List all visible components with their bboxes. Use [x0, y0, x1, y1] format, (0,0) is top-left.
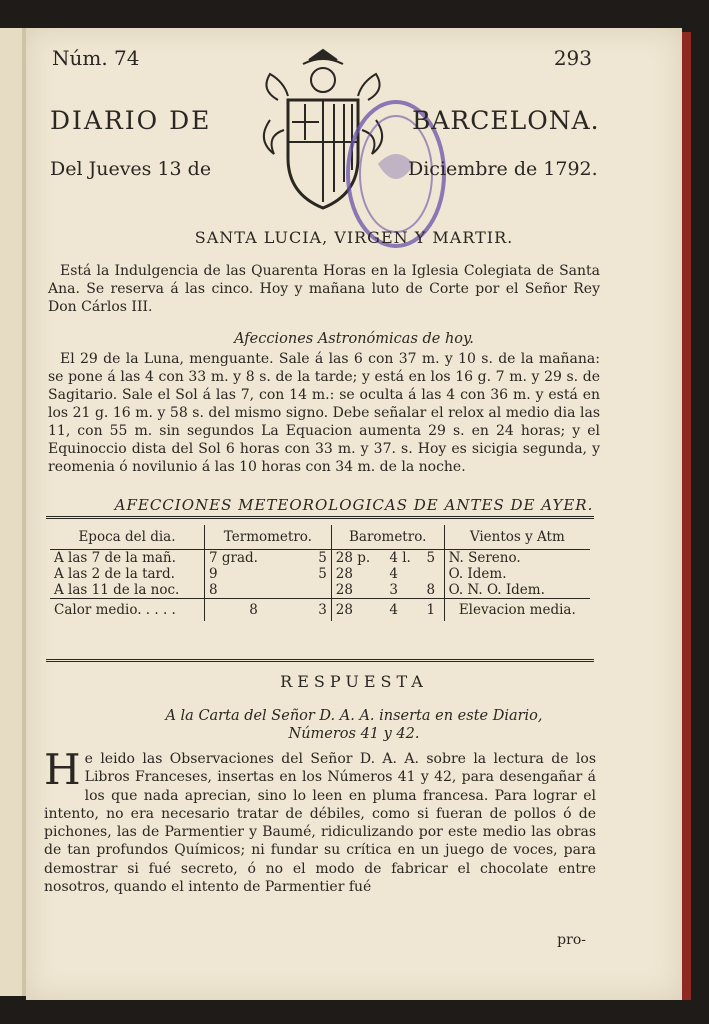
col-termometro: Termometro. [205, 525, 332, 550]
issue-number: Núm. 74 [52, 46, 140, 70]
response-subheading-2: Números 41 y 42. [288, 726, 420, 742]
cell-baro-p: 28 [335, 582, 353, 598]
cell-baro-l: 3 [389, 582, 398, 598]
cell-temp-deg: 7 grad. [209, 550, 258, 566]
meteorology-heading: AFECCIONES METEOROLOGICAS DE ANTES DE AYER. [114, 496, 594, 514]
cell-temp-deg: 8 [209, 582, 218, 598]
cell-baro-frac: 8 [423, 582, 445, 599]
cell-baro-frac: 1 [423, 599, 445, 622]
cell-baro-p: 28 [331, 599, 385, 622]
table-row [50, 582, 590, 599]
astronomy-section [48, 350, 600, 476]
cell-baro-frac [423, 566, 445, 582]
cell-baro-frac: 5 [423, 550, 445, 567]
table-row [50, 566, 590, 582]
response-heading: RESPUESTA [280, 672, 428, 691]
date-line-left: Del Jueves 13 de [50, 158, 212, 180]
cell-wind: O. N. O. Idem. [448, 582, 545, 598]
astronomy-heading: Afecciones Astronómicas de hoy. [234, 331, 474, 347]
cell-baro-l: 4 l. [389, 550, 411, 566]
cell-temp-deg: 9 [209, 566, 218, 582]
col-epoca: Epoca del dia. [50, 525, 205, 550]
response-subheading-1: A la Carta del Señor D. A. A. inserta en este Diario, [165, 708, 543, 724]
cell-epoca: Calor medio. . . . . [50, 599, 205, 622]
col-vientos: Vientos y Atm [444, 525, 590, 550]
col-barometro: Barometro. [331, 525, 444, 550]
drop-cap: H [44, 745, 81, 794]
cell-baro-p: 28 p. [335, 550, 371, 566]
saint-of-the-day: SANTA LUCIA, VIRGEN Y MARTIR. [194, 228, 514, 247]
cell-temp-deg: 8 [205, 599, 303, 622]
cell-temp-frac [302, 582, 331, 599]
cell-epoca: A las 2 de la tard. [50, 566, 205, 582]
facing-page-edge [0, 28, 23, 996]
masthead-title-left: DIARIO DE [50, 106, 212, 135]
cell-temp-frac: 3 [302, 599, 331, 622]
cell-wind: O. Idem. [448, 566, 507, 582]
date-line-right: Diciembre de 1792. [408, 158, 598, 180]
book-edge [682, 32, 691, 1000]
cell-baro-l: 4 [385, 599, 422, 622]
cell-temp-frac: 5 [302, 566, 331, 582]
astronomy-text: El 29 de la Luna, menguante. Sale á las 6 con 37 m. y 10 s. de la mañana: se pone á las 4 con 33 m. y 8 s. de la tarde; y está en los 16 g. 7 m. y 29 s. de Sagitario. Sale el Sol á las 7, con 14 m.: se oculta á las 4 con 36 m. y está en los 21 g. 16 m. y 58 s. del mismo signo. Debe señalar el relox al medio dia las 11, con 55 m. sin segundos La Equacion aumenta 29 s. en 24 horas; y el Equinoccio dista del Sol 6 horas con 33 m. y 37. s. Hoy es sicigia segunda, y reomenia ó novilunio á las 10 horas con 34 m. de la noche. [48, 351, 600, 475]
table-header-row [50, 525, 590, 550]
page-number: 293 [553, 46, 592, 70]
response-body-text: e leido las Observaciones del Señor D. A. A. sobre la lectura de los Libros Franceses, insertas en los Números 41 y 42, para desengañar á los que nada aprecian, sino lo leen en pluma francesa. Para lograr el intento, no era necesario tratar de débiles, como si fueran de pollos ó de pichones, las de Parmentier y Baumé, ridiculizando por este medio las obras de tan profundos Químicos; ni fundar su crítica en un juego de voces, para demostrar si fué secreto, ó no el modo de fabricar el chocolate entre nosotros, quando el intento de Parmentier fué [44, 751, 596, 896]
cell-epoca: A las 7 de la mañ. [50, 550, 205, 567]
masthead-title-right: BARCELONA. [412, 106, 600, 135]
catchword: pro- [557, 932, 586, 948]
indulgence-text: Está la Indulgencia de las Quarenta Horas en la Iglesia Colegiata de Santa Ana. Se reserva á las cinco. Hoy y mañana luto de Corte por el Señor Rey Don Cárlos III. [48, 263, 600, 315]
table-summary-row [50, 599, 590, 622]
cell-baro-l: 4 [389, 566, 398, 582]
newspaper-page [26, 28, 682, 1000]
cell-wind: Elevacion media. [444, 599, 590, 622]
cell-baro-p: 28 [335, 566, 353, 582]
response-body [44, 745, 596, 896]
cell-epoca: A las 11 de la noc. [50, 582, 205, 599]
weather-table [50, 525, 590, 621]
indulgence-notice [48, 262, 600, 316]
weather-table-frame [46, 516, 594, 662]
cell-temp-frac: 5 [302, 550, 331, 567]
table-row [50, 550, 590, 567]
cell-wind: N. Sereno. [448, 550, 521, 566]
